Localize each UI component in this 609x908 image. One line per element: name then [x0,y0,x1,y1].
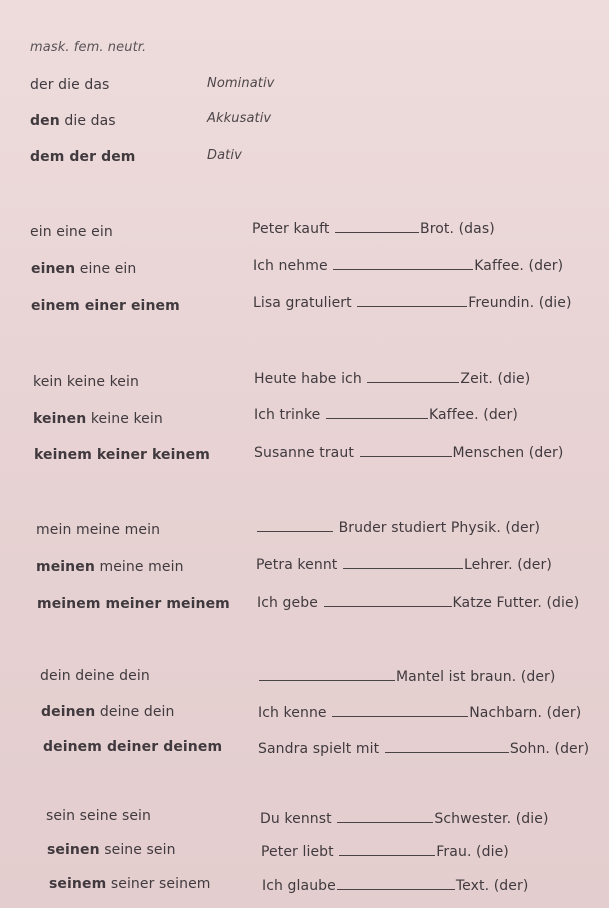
sentence-end: Lehrer. (der) [463,557,552,573]
forms-sein-akkusativ [47,842,176,858]
forms-kein-akkusativ [33,411,163,427]
exercise-sentence [261,843,509,860]
sentence-end: Schwester. (die) [434,811,549,827]
forms-rest: eine ein [75,261,137,277]
sentence-end: Freundin. (die) [468,295,572,311]
sentence-start: Ich nehme [253,258,328,274]
forms-bold: keinem keiner keinem [34,447,210,463]
forms-sein-dativ [49,876,211,892]
sentence-end: Kaffee. (der) [474,258,564,274]
forms-rest: die das [59,113,116,129]
exercise-sentence [258,740,589,757]
sentence-start: Ich trinke [254,407,321,423]
forms-bold: seinen [47,842,100,858]
sentence-start: Susanne traut [254,445,354,461]
sentence-start: Ich kenne [258,705,327,721]
forms-rest: seiner seinem [106,876,211,892]
forms-rest: seine sein [99,842,176,858]
exercise-sentence [253,294,572,311]
forms-bold: dem der dem [30,149,136,165]
forms-rest: keine kein [86,411,163,427]
sentence-end: Katze Futter. (die) [452,595,580,611]
answer-blank[interactable] [367,370,459,383]
definite-forms-dativ [30,149,135,165]
forms-ein-akkusativ [31,261,136,277]
exercise-sentence [254,370,530,387]
answer-blank[interactable] [257,519,333,532]
forms-dein-akkusativ [41,704,175,720]
forms-bold: deinem deiner deinem [43,739,223,755]
sentence-end: Text. (der) [455,878,529,894]
sentence-start: Ich gebe [257,595,318,611]
forms-rest: deine dein [95,704,175,720]
forms-bold: meinem meiner meinem [37,596,230,612]
exercise-sentence [256,556,552,573]
forms-rest: meine mein [94,559,184,575]
sentence-start: Ich glaube [262,878,336,894]
answer-blank[interactable] [357,294,467,307]
forms-bold: den [30,113,60,129]
exercise-sentence [254,444,563,461]
forms-mein-akkusativ [36,559,184,575]
definite-forms-nominativ: der die das [30,77,110,93]
sentence-start: Peter kauft [252,221,330,237]
sentence-end: Bruder studiert Physik. (der) [338,520,541,536]
sentence-end: Frau. (die) [436,844,509,860]
sentence-start: Sandra spielt mit [258,741,380,757]
forms-mein-dativ [37,596,230,612]
case-label-nominativ: Nominativ [207,76,275,91]
sentence-end: Mantel ist braun. (der) [396,669,556,685]
sentence-end: Menschen (der) [452,445,564,461]
sentence-end: Zeit. (die) [460,371,531,387]
forms-bold: meinen [36,559,95,575]
case-label-dativ: Dativ [207,148,242,163]
forms-kein-nominativ: kein keine kein [33,374,139,390]
exercise-sentence [256,519,540,536]
exercise-sentence [260,810,549,827]
sentence-start: Petra kennt [256,557,338,573]
answer-blank[interactable] [332,704,468,717]
gender-header: mask. fem. neutr. [30,40,147,55]
answer-blank[interactable] [360,444,452,457]
sentence-start: Du kennst [260,811,332,827]
exercise-sentence [252,220,495,237]
sentence-end: Brot. (das) [420,221,495,237]
forms-bold: einen [31,261,76,277]
exercise-sentence [254,406,518,423]
sentence-start: Peter liebt [261,844,334,860]
forms-sein-nominativ: sein seine sein [46,808,152,824]
forms-kein-dativ [34,447,210,463]
sentence-end: Kaffee. (der) [428,407,518,423]
answer-blank[interactable] [259,668,395,681]
answer-blank[interactable] [385,740,509,753]
case-label-akkusativ: Akkusativ [207,111,272,126]
forms-bold: deinen [41,704,96,720]
answer-blank[interactable] [337,877,455,890]
forms-ein-nominativ: ein eine ein [30,224,113,240]
sentence-start: Lisa gratuliert [253,295,352,311]
exercise-sentence [258,668,555,685]
exercise-sentence [258,704,581,721]
forms-bold: keinen [33,411,87,427]
answer-blank[interactable] [324,594,452,607]
forms-mein-nominativ: mein meine mein [36,522,161,538]
sentence-start: Heute habe ich [254,371,362,387]
sentence-end: Nachbarn. (der) [469,705,582,721]
answer-blank[interactable] [337,810,433,823]
answer-blank[interactable] [339,843,435,856]
exercise-sentence [253,257,563,274]
sentence-end: Sohn. (der) [509,741,590,757]
exercise-sentence [262,877,528,894]
exercise-sentence [257,594,579,611]
answer-blank[interactable] [343,556,463,569]
forms-dein-dativ [43,739,222,755]
forms-dein-nominativ: dein deine dein [40,668,150,684]
answer-blank[interactable] [335,220,419,233]
forms-bold: seinem [49,876,107,892]
answer-blank[interactable] [333,257,473,270]
definite-forms-akkusativ [30,113,116,129]
forms-bold: einem einer einem [31,298,180,314]
answer-blank[interactable] [326,406,428,419]
forms-ein-dativ [31,298,180,314]
